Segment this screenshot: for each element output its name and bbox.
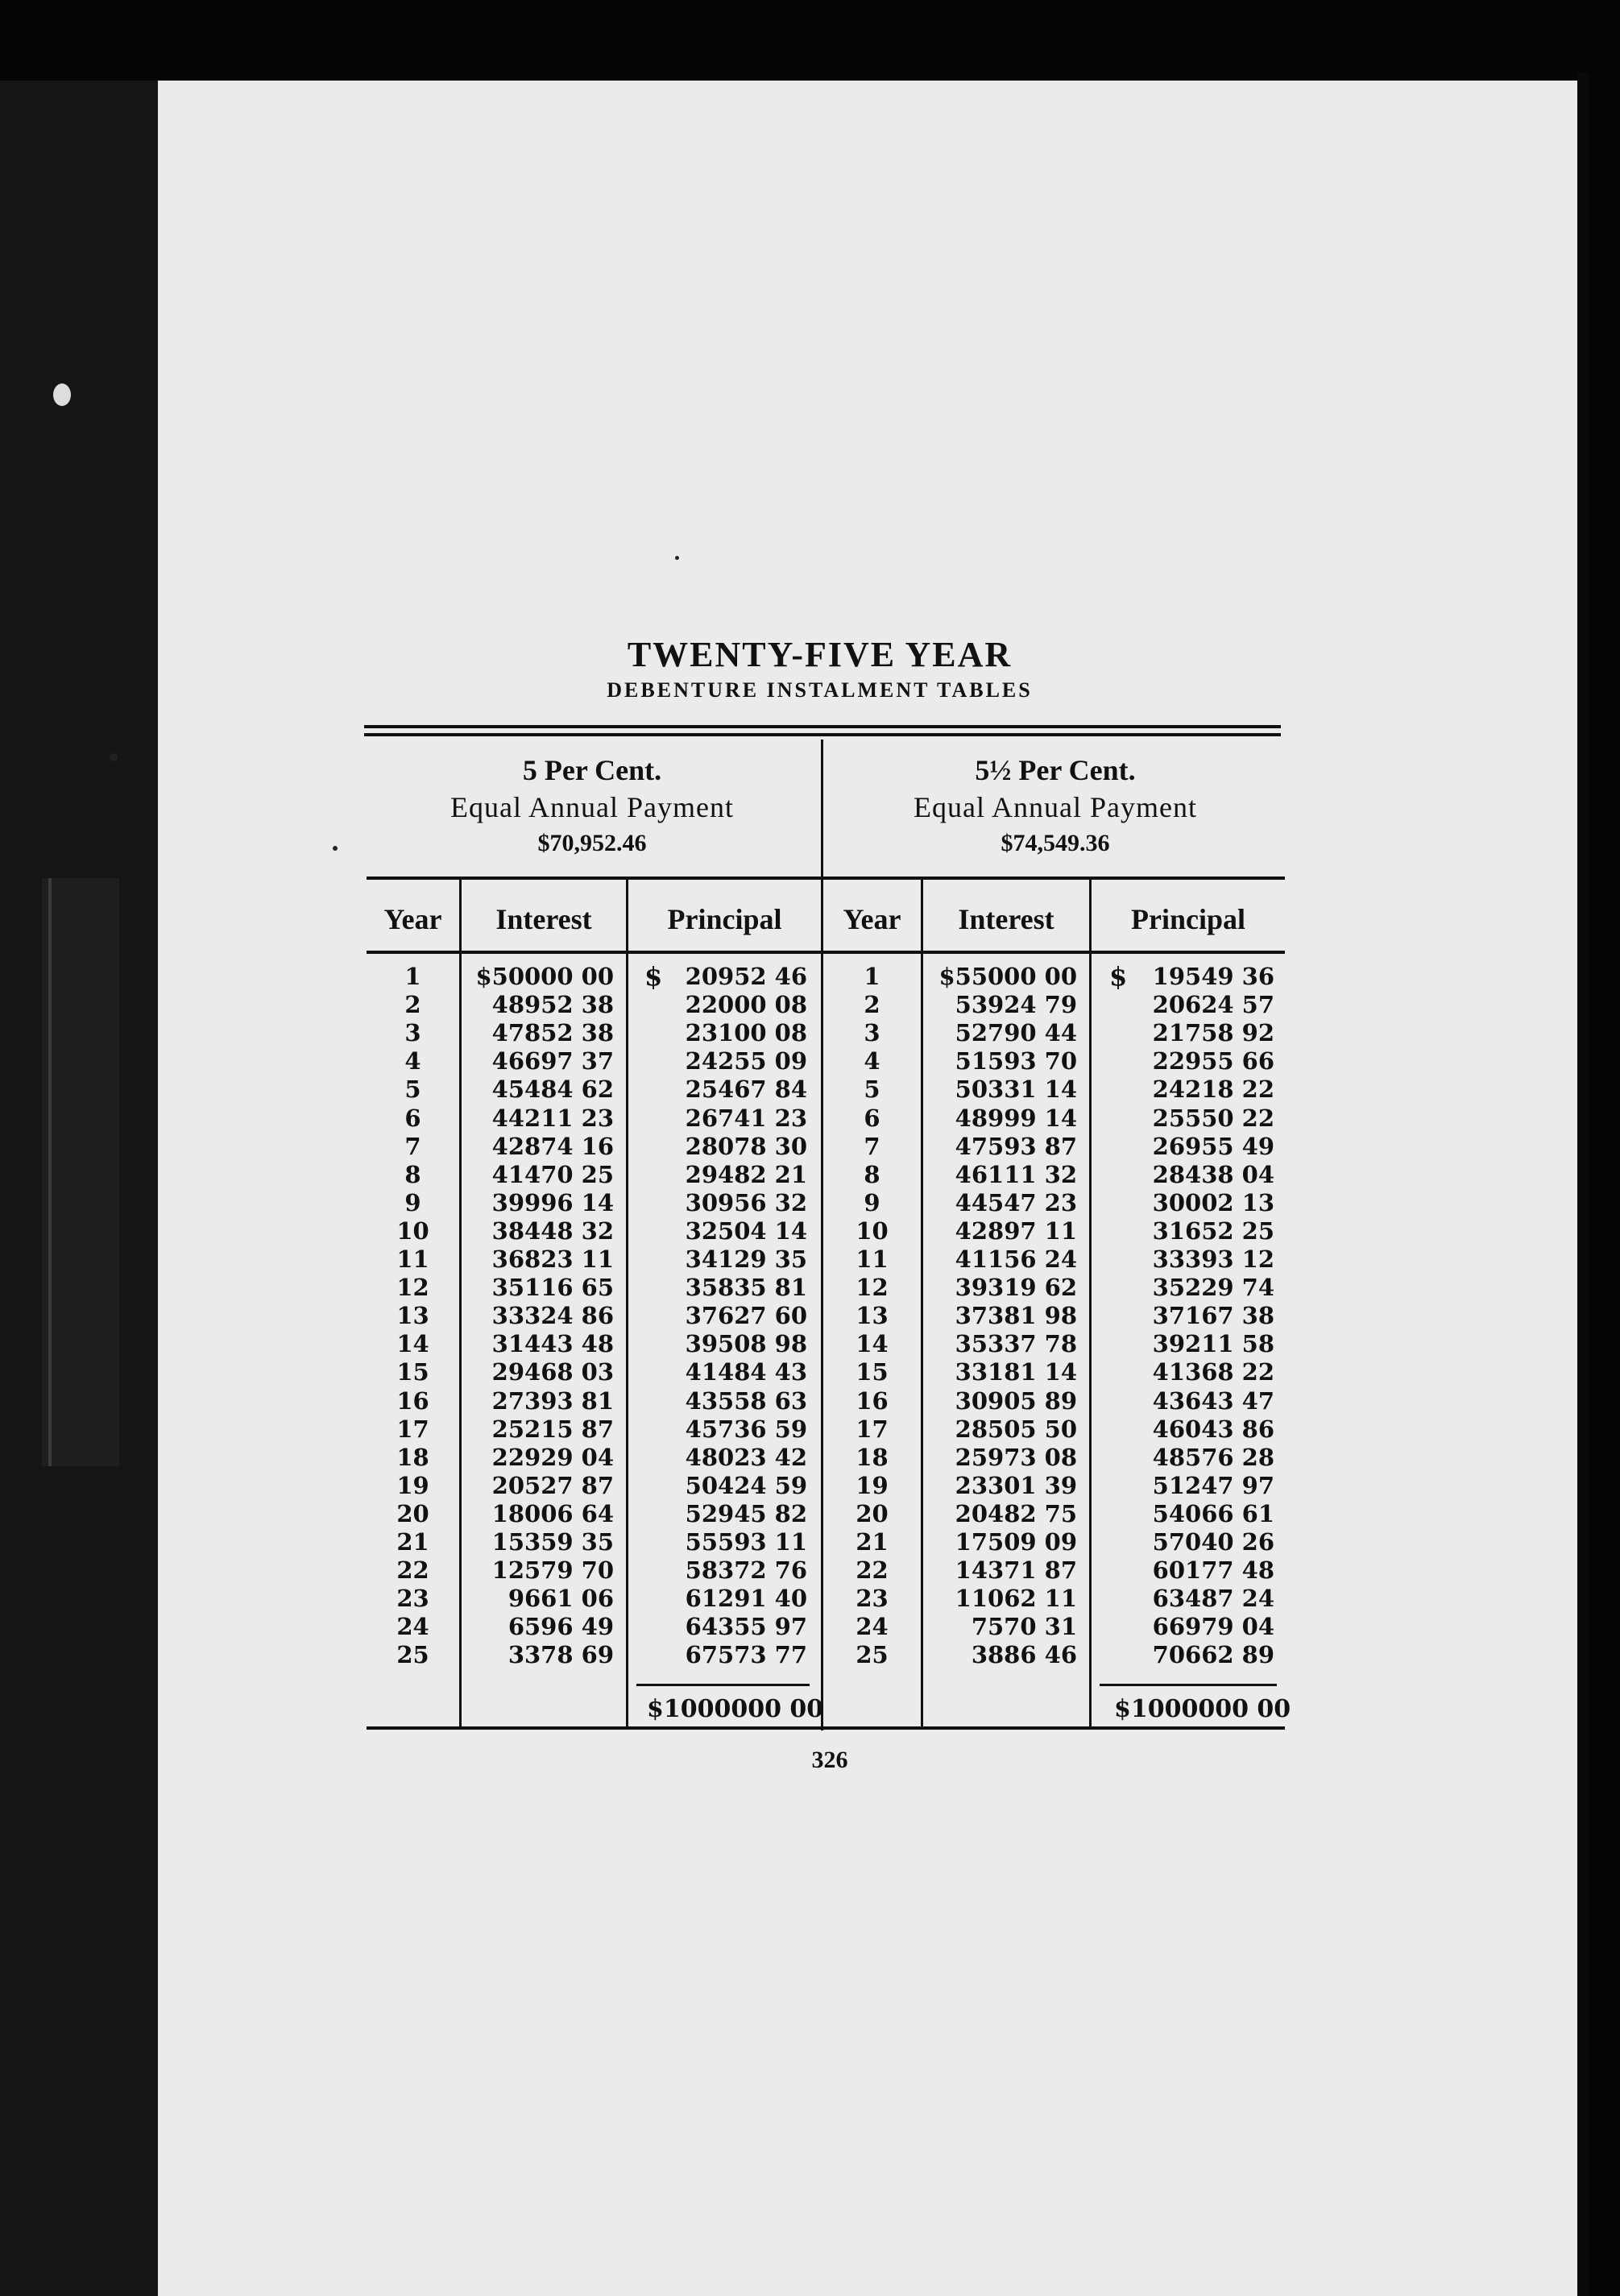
- cell-principal: 63487 24: [1152, 1585, 1274, 1613]
- principal-total: $1000000 00: [1114, 1695, 1291, 1723]
- cell-interest: 47593 87: [955, 1132, 1077, 1160]
- cell-principal: 20624 57: [1152, 991, 1274, 1019]
- cell-interest: 3378 69: [508, 1641, 614, 1669]
- cell-interest: 25973 08: [955, 1443, 1077, 1471]
- section-payment-amount: $74,549.36: [1001, 830, 1110, 856]
- cell-principal: 51247 97: [1152, 1471, 1274, 1499]
- cell-year: 15: [396, 1358, 429, 1386]
- cell-principal: 28438 04: [1152, 1160, 1274, 1188]
- table-row: [0, 1556, 1531, 1585]
- cell-principal: 28078 30: [685, 1132, 807, 1160]
- cell-principal: 26955 49: [1152, 1132, 1274, 1160]
- cell-interest: 14371 87: [955, 1556, 1077, 1585]
- cell-year: 10: [396, 1216, 429, 1245]
- column-header-principal: Principal: [1131, 903, 1245, 935]
- principal-dollar-sign: $: [644, 961, 663, 992]
- cell-principal: 67573 77: [685, 1641, 807, 1669]
- total-rule: [1100, 1684, 1277, 1686]
- cell-year: 25: [856, 1641, 889, 1669]
- cell-principal: 21758 92: [1152, 1019, 1274, 1047]
- cell-interest: 51593 70: [955, 1047, 1077, 1075]
- cell-principal: 25550 22: [1152, 1104, 1274, 1132]
- cell-principal: 46043 86: [1152, 1415, 1274, 1443]
- cell-interest: 48999 14: [955, 1104, 1077, 1132]
- cell-year: 3: [864, 1019, 880, 1047]
- cell-interest: 42874 16: [491, 1132, 614, 1160]
- cell-principal: 22000 08: [685, 991, 807, 1019]
- cell-year: 15: [856, 1358, 889, 1386]
- cell-principal: 37627 60: [685, 1302, 807, 1330]
- cell-interest: 48952 38: [491, 991, 614, 1019]
- table-row: [0, 1047, 1531, 1075]
- cell-interest: 22929 04: [491, 1443, 614, 1471]
- cell-year: 4: [404, 1047, 421, 1075]
- table-row: [0, 1274, 1531, 1302]
- cell-principal: 43558 63: [685, 1386, 807, 1415]
- cell-principal: 31652 25: [1152, 1216, 1274, 1245]
- cell-interest: 18006 64: [491, 1499, 614, 1527]
- cell-interest: 41156 24: [955, 1245, 1077, 1273]
- cell-principal: 24218 22: [1152, 1075, 1274, 1104]
- page-subtitle: DEBENTURE INSTALMENT TABLES: [607, 678, 1033, 702]
- top-double-rule: [364, 733, 1281, 736]
- cell-principal: 55593 11: [685, 1528, 807, 1556]
- scan-speck: [110, 753, 118, 761]
- cell-principal: 64355 97: [685, 1613, 807, 1641]
- cell-principal: 41484 43: [685, 1358, 807, 1386]
- cell-principal: 39508 98: [685, 1330, 807, 1358]
- table-row: [0, 1245, 1531, 1274]
- cell-principal: 60177 48: [1152, 1556, 1274, 1585]
- cell-interest: 27393 81: [491, 1386, 614, 1415]
- table-row: [0, 1585, 1531, 1613]
- cell-year: 2: [404, 991, 421, 1019]
- cell-interest: 39996 14: [491, 1188, 614, 1216]
- table-row: [0, 1641, 1531, 1669]
- cell-interest: 30905 89: [955, 1386, 1077, 1415]
- cell-interest: 39319 62: [955, 1274, 1077, 1302]
- column-header-interest: Interest: [495, 903, 592, 935]
- cell-year: 11: [396, 1245, 429, 1273]
- cell-interest: 25215 87: [491, 1415, 614, 1443]
- page-number: 326: [811, 1747, 848, 1773]
- cell-principal: 33393 12: [1152, 1245, 1274, 1273]
- column-header-year: Year: [383, 903, 442, 935]
- section-payment-amount: $70,952.46: [537, 830, 647, 856]
- cell-year: 13: [396, 1302, 429, 1330]
- cell-year: 19: [396, 1471, 429, 1499]
- cell-interest: 38448 32: [491, 1216, 614, 1245]
- cell-year: 3: [404, 1019, 421, 1047]
- cell-year: 16: [856, 1386, 889, 1415]
- cell-interest: 23301 39: [955, 1471, 1077, 1499]
- table-row: [0, 963, 1531, 991]
- cell-principal: 35229 74: [1152, 1274, 1274, 1302]
- cell-principal: 54066 61: [1152, 1499, 1274, 1527]
- cell-year: 7: [404, 1132, 421, 1160]
- cell-year: 20: [856, 1499, 889, 1527]
- cell-interest: 42897 11: [955, 1216, 1077, 1245]
- cell-principal: 58372 76: [685, 1556, 807, 1585]
- cell-principal: 22955 66: [1152, 1047, 1274, 1075]
- table-row: [0, 1189, 1531, 1217]
- cell-principal: 25467 84: [685, 1075, 807, 1104]
- cell-interest: 29468 03: [491, 1358, 614, 1386]
- cell-year: 13: [856, 1302, 889, 1330]
- cell-year: 16: [396, 1386, 429, 1415]
- scan-speck: [53, 383, 71, 406]
- cell-year: 8: [404, 1160, 421, 1188]
- total-rule: [636, 1684, 810, 1686]
- cell-interest: 35116 65: [491, 1274, 614, 1302]
- cell-year: 24: [396, 1613, 429, 1641]
- cell-year: 18: [856, 1443, 889, 1471]
- cell-interest: 3886 46: [971, 1641, 1077, 1669]
- table-row: [0, 1104, 1531, 1133]
- cell-year: 9: [404, 1188, 421, 1216]
- table-row: [0, 1302, 1531, 1330]
- cell-year: 9: [864, 1188, 880, 1216]
- cell-interest: 41470 25: [491, 1160, 614, 1188]
- section-payment-label: Equal Annual Payment: [914, 791, 1197, 823]
- cell-year: 12: [396, 1274, 429, 1302]
- column-header-year: Year: [843, 903, 901, 935]
- cell-principal: 39211 58: [1152, 1330, 1274, 1358]
- column-header-top-rule: [367, 877, 1285, 880]
- cell-year: 24: [856, 1613, 889, 1641]
- cell-interest: 44211 23: [491, 1104, 614, 1132]
- cell-year: 14: [396, 1330, 429, 1358]
- cell-year: 11: [856, 1245, 889, 1273]
- cell-principal: 30002 13: [1152, 1188, 1274, 1216]
- column-header-interest: Interest: [958, 903, 1054, 935]
- cell-principal: 19549 36: [1152, 963, 1274, 990]
- cell-interest: 28505 50: [955, 1415, 1077, 1443]
- cell-interest: 45484 62: [491, 1075, 614, 1104]
- cell-year: 5: [404, 1075, 421, 1104]
- cell-interest: 17509 09: [955, 1528, 1077, 1556]
- cell-interest: 52790 44: [955, 1019, 1077, 1047]
- cell-year: 1: [864, 963, 880, 990]
- cell-year: 6: [864, 1104, 880, 1132]
- scan-speck: [333, 846, 338, 851]
- cell-year: 2: [864, 991, 880, 1019]
- cell-interest: 36823 11: [491, 1245, 614, 1273]
- cell-interest: $50000 00: [475, 963, 614, 990]
- cell-principal: 48023 42: [685, 1443, 807, 1471]
- cell-principal: 48576 28: [1152, 1443, 1274, 1471]
- table-row: [0, 1444, 1531, 1472]
- page-title: TWENTY-FIVE YEAR: [627, 635, 1013, 674]
- section-payment-label: Equal Annual Payment: [450, 791, 734, 823]
- cell-interest: 37381 98: [955, 1302, 1077, 1330]
- cell-year: 6: [404, 1104, 421, 1132]
- table-row: [0, 1500, 1531, 1528]
- section-rate-heading: 5½ Per Cent.: [975, 754, 1136, 786]
- table-row: [0, 991, 1531, 1019]
- cell-principal: 24255 09: [685, 1047, 807, 1075]
- top-double-rule: [364, 725, 1281, 728]
- scan-speck: [675, 556, 679, 560]
- cell-year: 8: [864, 1160, 880, 1188]
- cell-year: 22: [856, 1556, 889, 1585]
- table-row: [0, 1133, 1531, 1161]
- cell-principal: 32504 14: [685, 1216, 807, 1245]
- cell-principal: 66979 04: [1152, 1613, 1274, 1641]
- principal-total: $1000000 00: [647, 1695, 824, 1723]
- table-row: [0, 1075, 1531, 1104]
- cell-interest: 12579 70: [491, 1556, 614, 1585]
- table-row: [0, 1613, 1531, 1641]
- cell-interest: 20527 87: [491, 1471, 614, 1499]
- cell-interest: 15359 35: [491, 1528, 614, 1556]
- table-row: [0, 1528, 1531, 1556]
- cell-principal: 35835 81: [685, 1274, 807, 1302]
- cell-year: 17: [856, 1415, 889, 1443]
- cell-year: 20: [396, 1499, 429, 1527]
- cell-year: 18: [396, 1443, 429, 1471]
- table-row: [0, 1358, 1531, 1386]
- cell-interest: 33324 86: [491, 1302, 614, 1330]
- cell-year: 23: [396, 1585, 429, 1613]
- cell-interest: 47852 38: [491, 1019, 614, 1047]
- cell-year: 7: [864, 1132, 880, 1160]
- cell-interest: 46697 37: [491, 1047, 614, 1075]
- cell-year: 14: [856, 1330, 889, 1358]
- cell-principal: 41368 22: [1152, 1358, 1274, 1386]
- cell-interest: 33181 14: [955, 1358, 1077, 1386]
- cell-principal: 23100 08: [685, 1019, 807, 1047]
- cell-interest: 11062 11: [955, 1585, 1077, 1613]
- cell-interest: 9661 06: [508, 1585, 614, 1613]
- cell-interest: 44547 23: [955, 1188, 1077, 1216]
- cell-year: 22: [396, 1556, 429, 1585]
- cell-interest: 35337 78: [955, 1330, 1077, 1358]
- column-header-principal: Principal: [667, 903, 782, 935]
- cell-year: 19: [856, 1471, 889, 1499]
- table-row: [0, 1415, 1531, 1444]
- principal-dollar-sign: $: [1109, 961, 1128, 992]
- cell-year: 5: [864, 1075, 880, 1104]
- cell-interest: 6596 49: [508, 1613, 614, 1641]
- cell-year: 17: [396, 1415, 429, 1443]
- cell-year: 23: [856, 1585, 889, 1613]
- cell-year: 1: [404, 963, 421, 990]
- cell-principal: 70662 89: [1152, 1641, 1274, 1669]
- table-row: [0, 1387, 1531, 1415]
- cell-interest: 46111 32: [955, 1160, 1077, 1188]
- cell-principal: 43643 47: [1152, 1386, 1274, 1415]
- cell-principal: 26741 23: [685, 1104, 807, 1132]
- cell-year: 25: [396, 1641, 429, 1669]
- cell-interest: 50331 14: [955, 1075, 1077, 1104]
- cell-interest: 53924 79: [955, 991, 1077, 1019]
- cell-interest: 31443 48: [491, 1330, 614, 1358]
- cell-year: 4: [864, 1047, 880, 1075]
- cell-year: 12: [856, 1274, 889, 1302]
- table-row: [0, 1019, 1531, 1047]
- cell-principal: 45736 59: [685, 1415, 807, 1443]
- table-row: [0, 1217, 1531, 1245]
- table-row: [0, 1330, 1531, 1358]
- cell-principal: 29482 21: [685, 1160, 807, 1188]
- table-row: [0, 1161, 1531, 1189]
- bottom-rule: [367, 1726, 1285, 1730]
- cell-principal: 20952 46: [685, 963, 807, 990]
- cell-principal: 52945 82: [685, 1499, 807, 1527]
- cell-principal: 57040 26: [1152, 1528, 1274, 1556]
- column-header-bottom-rule: [367, 951, 1285, 954]
- cell-year: 10: [856, 1216, 889, 1245]
- cell-year: 21: [856, 1528, 889, 1556]
- cell-interest: $55000 00: [938, 963, 1077, 990]
- page-right-edge: [1577, 73, 1589, 2296]
- table-row: [0, 1472, 1531, 1500]
- cell-principal: 61291 40: [685, 1585, 807, 1613]
- cell-principal: 34129 35: [685, 1245, 807, 1273]
- cell-principal: 37167 38: [1152, 1302, 1274, 1330]
- cell-interest: 20482 75: [955, 1499, 1077, 1527]
- cell-year: 21: [396, 1528, 429, 1556]
- cell-principal: 50424 59: [685, 1471, 807, 1499]
- cell-interest: 7570 31: [971, 1613, 1077, 1641]
- section-rate-heading: 5 Per Cent.: [522, 754, 662, 786]
- cell-principal: 30956 32: [685, 1188, 807, 1216]
